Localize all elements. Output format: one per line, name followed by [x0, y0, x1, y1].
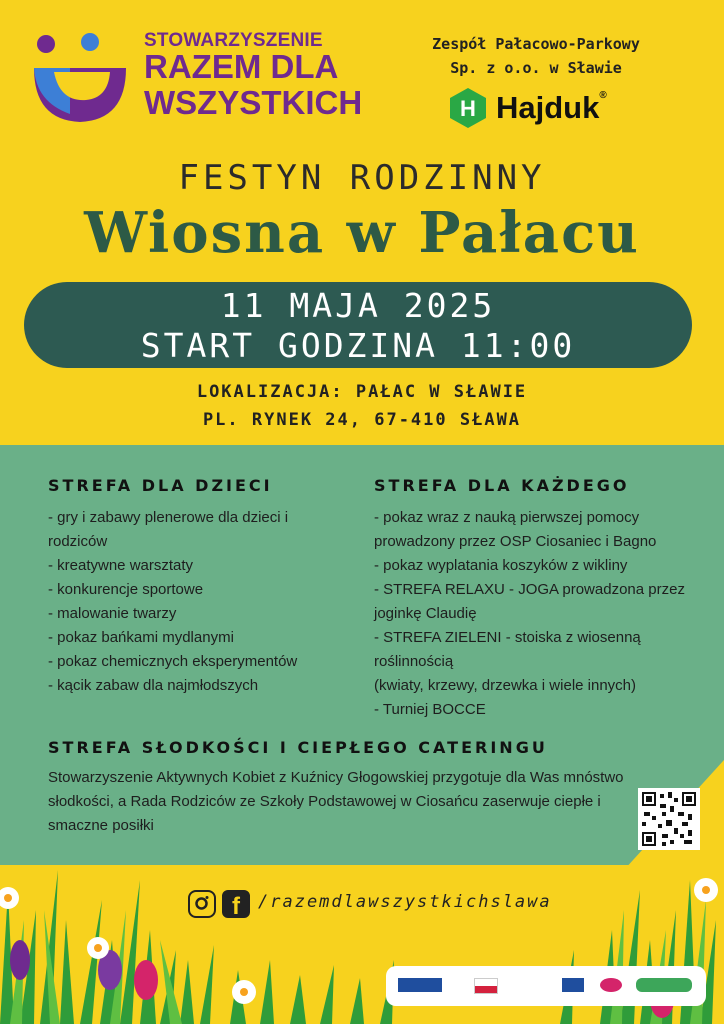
instagram-icon[interactable]: [188, 890, 216, 918]
palace-company-line1: Zespół Pałacowo-Parkowy: [432, 35, 640, 53]
social-handle[interactable]: /razemdlawszystkichslawa: [258, 892, 552, 912]
catering-description: Stowarzyszenie Aktywnych Kobiet z Kuźnicy Głogowskiej przygotuje dla Was mnóstwo słodkości, a Rada Rodziców ze Szkoły Podstawowej w Ciosańcu zaserwuje ciepłe i smaczne posiłki: [48, 769, 624, 834]
event-kind: FESTYN RODZINNY: [178, 158, 546, 198]
list-item: - pokaz wyplatania koszyków z wikliny: [374, 557, 628, 574]
list-item: - pokaz bańkami mydlanymi: [48, 629, 234, 646]
event-title: Wiosna w Pałacu: [84, 200, 640, 266]
eu-funds-logo: [398, 978, 442, 992]
kids-zone-heading: STREFA DLA DZIECI: [48, 476, 273, 495]
list-item: - STREFA ZIELENI - stoiska z wiosenną roślinnością: [374, 629, 641, 670]
list-item: - STREFA RELAXU - JOGA prowadzona przez joginkę Claudię: [374, 581, 685, 622]
catering-zone-heading: STREFA SŁODKOŚCI I CIEPŁEGO CATERINGU: [48, 738, 548, 757]
everyone-zone-heading: STREFA DLA KAŻDEGO: [374, 476, 630, 495]
list-item: - konkurencje sportowe: [48, 581, 204, 598]
lubuskie-logo: [600, 978, 622, 992]
everyone-zone: [374, 474, 694, 722]
smile-logo-icon: [30, 28, 130, 128]
list-item: - kącik zabaw dla najmłodszych: [48, 677, 259, 694]
location-line2: PL. RYNEK 24, 67-410 SŁAWA: [202, 410, 522, 430]
palace-company-line2: Sp. z o.o. w Sławie: [450, 59, 622, 77]
logo-text-line2: RAZEM DLA: [144, 48, 339, 85]
list-item: - pokaz wraz z nauką pierwszej pomocy prowadzony przez OSP Ciosaniec i Bagno: [374, 509, 657, 550]
list-item: - pokaz chemicznych eksperymentów: [48, 653, 298, 670]
hajduk-hex-letter: H: [460, 96, 476, 121]
event-date: 11 MAJA 2025: [220, 286, 496, 325]
date-banner: [24, 282, 692, 368]
kids-zone: [48, 474, 348, 698]
hajduk-wordmark: [496, 90, 607, 126]
list-item: (kwiaty, krzewy, drzewka i wiele innych): [374, 677, 637, 694]
location-line1: LOKALIZACJA: PAŁAC W SŁAWIE: [196, 382, 528, 402]
catering-zone: [48, 736, 638, 838]
razem-dla-wszystkich-logo: [30, 28, 380, 128]
logo-text-line3: WSZYSTKICH: [144, 84, 363, 121]
hajduk-hexagon-icon: [446, 86, 490, 130]
regional-logo: [636, 978, 692, 992]
funders-logos-bar: [386, 966, 706, 1006]
event-location: [0, 378, 724, 434]
list-item: - malowanie twarzy: [48, 605, 177, 622]
hajduk-logo: [446, 86, 646, 130]
event-start-time: START GODZINA 11:00: [140, 326, 576, 365]
qr-code[interactable]: [638, 788, 700, 850]
facebook-icon[interactable]: f: [222, 890, 250, 918]
social-media-bar: [188, 890, 588, 922]
list-item: - gry i zabawy plenerowe dla dzieci i rodziców: [48, 509, 289, 550]
list-item: - kreatywne warsztaty: [48, 557, 194, 574]
poland-flag-logo: [474, 978, 498, 994]
hajduk-name: Hajduk: [496, 90, 600, 125]
eu-flag-logo: [562, 978, 584, 992]
palace-company-name: [376, 32, 696, 80]
logo-text-line1: STOWARZYSZENIE: [144, 30, 323, 51]
registered-mark: ®: [599, 90, 607, 101]
qr-code-icon: [640, 790, 698, 848]
list-item: - Turniej BOCCE: [374, 701, 486, 718]
